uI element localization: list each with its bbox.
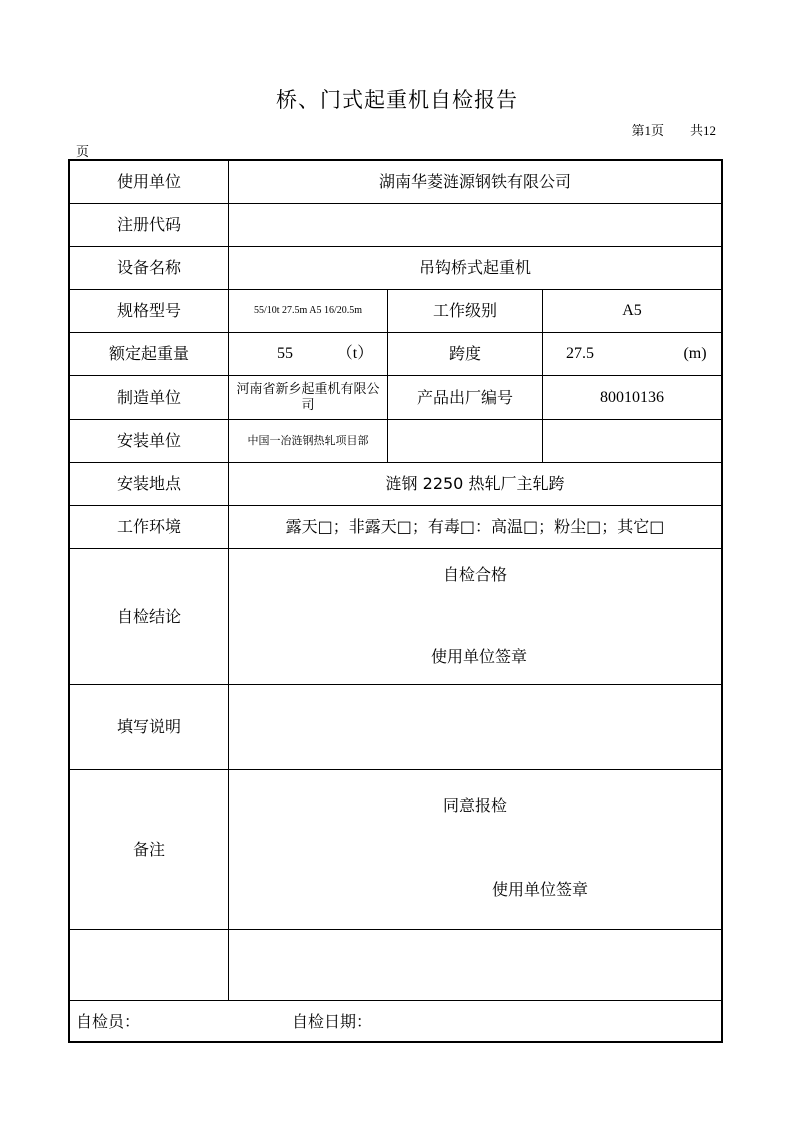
installer-label: 安装单位 [116,431,181,451]
page-total: 共12 [689,123,716,138]
remarks-signature[interactable]: 使用单位签章 [491,880,588,900]
user-unit-label: 使用单位 [116,171,181,191]
model-label: 规格型号 [116,301,181,321]
serial-number-value[interactable]: 80010136 [600,388,664,406]
conclusion-signature[interactable]: 使用单位签章 [430,647,527,667]
user-unit-value[interactable]: 湖南华菱涟源钢铁有限公司 [378,171,571,191]
equipment-name-label: 设备名称 [116,258,181,278]
work-class-label: 工作级别 [432,301,497,321]
inspection-date-label: 自检日期： [292,1012,373,1032]
registration-code-label: 注册代码 [116,215,181,235]
model-value[interactable]: 55/10t 27.5m A5 16/20.5m [253,305,363,316]
conclusion-label: 自检结论 [116,606,181,626]
environment-label: 工作环境 [116,517,181,537]
row-divider [68,1000,723,1001]
page-current: 第1页 [631,123,664,138]
environment-value[interactable]: 露天□；非露天□；有毒□：高温□；粉尘□；其它□ [285,517,665,537]
manufacturer-value[interactable]: 河南省新乡起重机有限公司 [236,381,380,413]
installer-extra-label [388,420,542,462]
blank-label [70,930,228,1000]
remarks-approval[interactable]: 同意报检 [442,796,507,816]
instructions-value[interactable] [229,685,721,769]
rated-load-label: 额定起重量 [108,344,189,364]
installer-extra-value[interactable] [543,420,721,462]
rated-load-unit: （t） [336,345,374,363]
span-value[interactable]: 27.5 [566,345,594,363]
page-total-wrap: 页 [76,145,90,160]
rated-load-value[interactable]: 55 [277,345,293,363]
span-label: 跨度 [448,344,481,364]
conclusion-result[interactable]: 自检合格 [442,565,507,585]
install-location-label: 安装地点 [116,474,181,494]
registration-code-value[interactable] [229,204,721,246]
installer-value[interactable]: 中国一冶涟钢热轧项目部 [247,434,369,448]
page-info [631,120,716,139]
equipment-name-value[interactable]: 吊钩桥式起重机 [418,258,531,278]
inspector-label: 自检员： [76,1012,141,1032]
blank-value[interactable] [229,930,721,1000]
manufacturer-label: 制造单位 [116,387,181,407]
document-title: 桥、门式起重机自检报告 [276,88,518,112]
install-location-value[interactable]: 涟钢 2250 热轧厂主轧跨 [385,474,565,494]
serial-number-label: 产品出厂编号 [416,387,513,407]
span-unit: (m) [683,345,707,363]
instructions-label: 填写说明 [116,717,181,737]
remarks-label: 备注 [132,839,165,859]
work-class-value[interactable]: A5 [622,302,642,320]
